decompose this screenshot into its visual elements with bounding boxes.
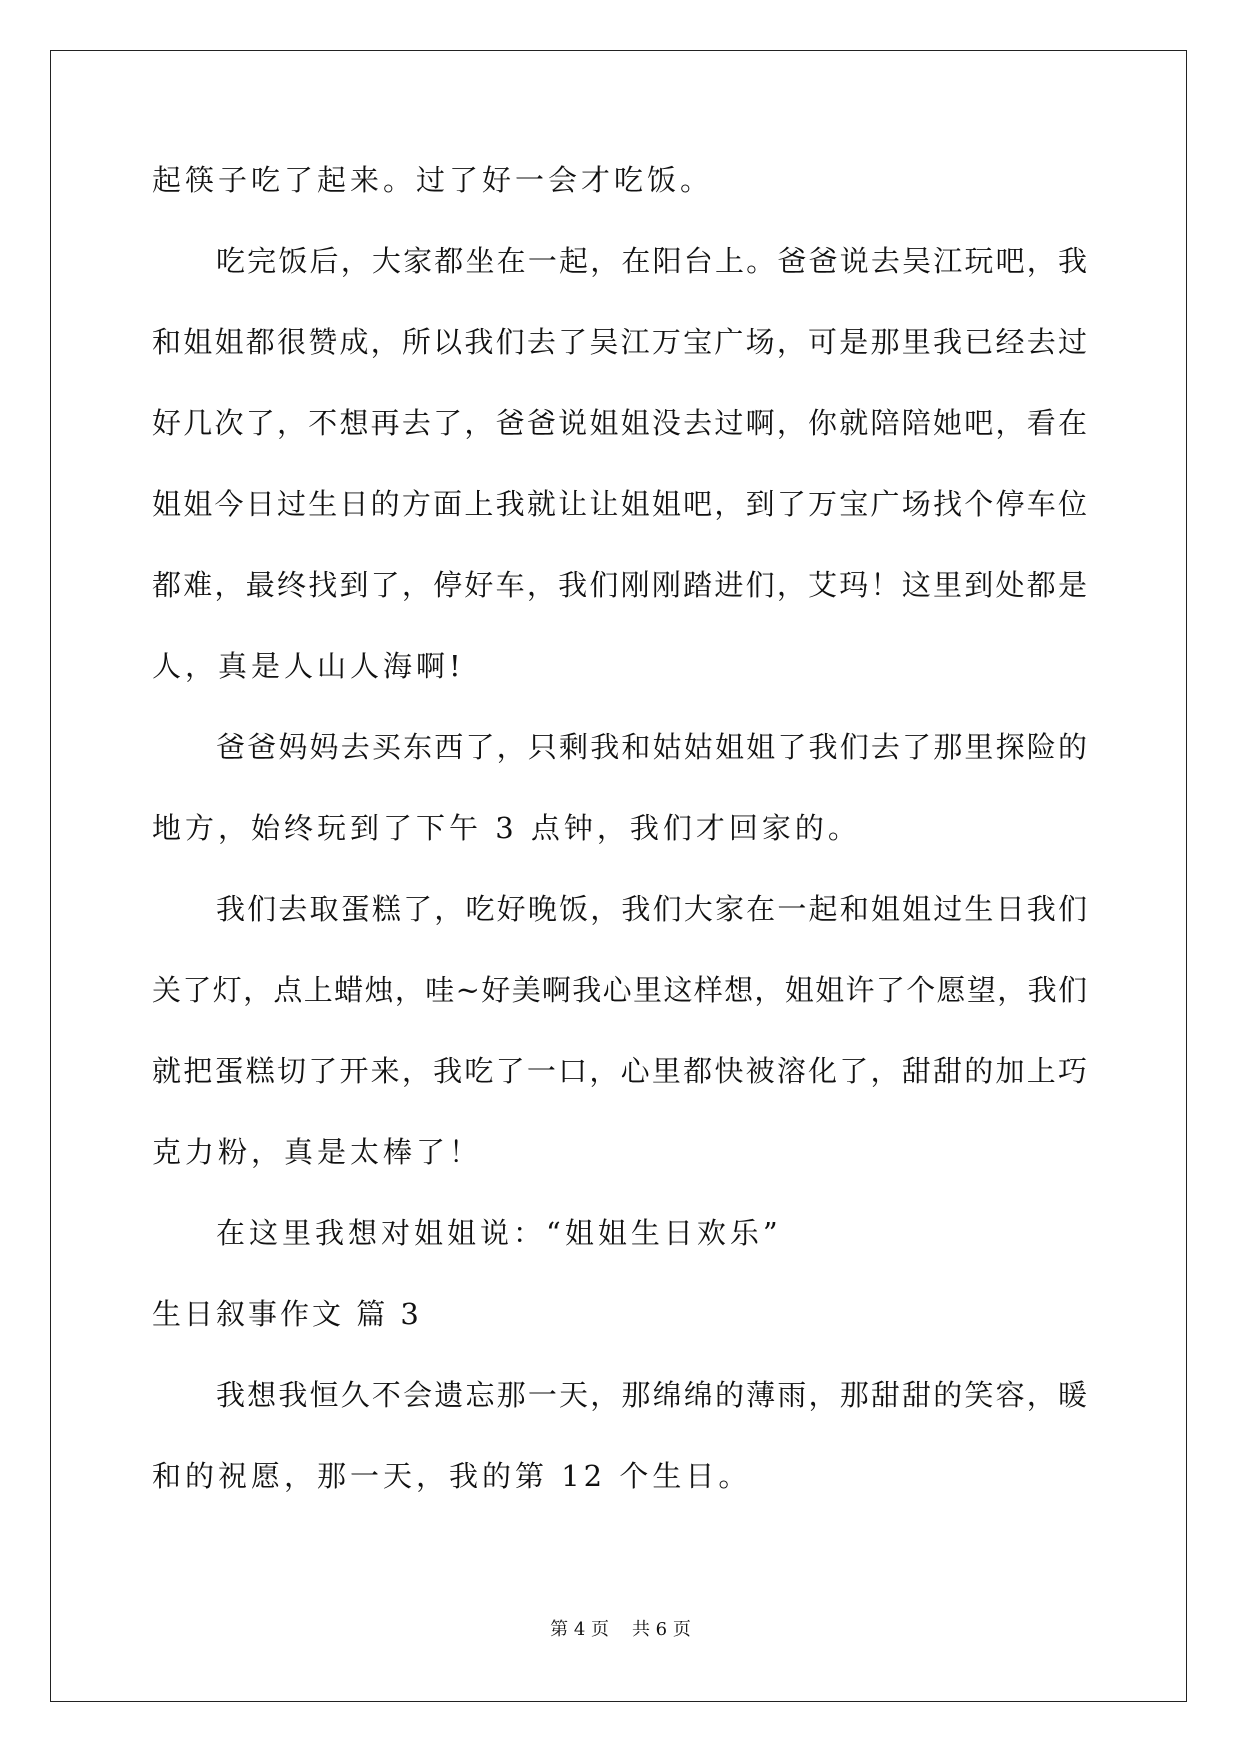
page-number-label: 第 4 页 共 6 页 (550, 1619, 691, 1640)
text-line: 好几次了，不想再去了，爸爸说姐姐没去过啊，你就陪陪她吧，看在 (152, 406, 1087, 440)
text-line: 姐姐今日过生日的方面上我就让让姐姐吧，到了万宝广场找个停车位 (152, 487, 1087, 521)
paragraph-start-line: 我想我恒久不会遗忘那一天，那绵绵的薄雨，那甜甜的笑容，暖 (216, 1378, 1087, 1412)
section-heading: 生日叙事作文 篇 3 (152, 1297, 422, 1331)
text-line: 地方，始终玩到了下午 3 点钟，我们才回家的。 (152, 811, 861, 845)
text-line: 和姐姐都很赞成，所以我们去了吴江万宝广场，可是那里我已经去过 (152, 325, 1087, 359)
text-line: 起筷子吃了起来。过了好一会才吃饭。 (152, 163, 714, 197)
page-footer (0, 1618, 1241, 1642)
paragraph-start-line: 我们去取蛋糕了，吃好晚饭，我们大家在一起和姐姐过生日我们 (216, 892, 1087, 926)
text-line: 都难，最终找到了，停好车，我们刚刚踏进们，艾玛！这里到处都是 (152, 568, 1087, 602)
text-line: 人，真是人山人海啊! (152, 649, 465, 683)
document-body (152, 160, 1087, 1537)
paragraph-start-line: 在这里我想对姐姐说：“姐姐生日欢乐” (216, 1216, 782, 1250)
text-line: 克力粉，真是太棒了！ (152, 1135, 483, 1169)
text-line: 和的祝愿，那一天，我的第 12 个生日。 (152, 1459, 752, 1493)
text-line: 就把蛋糕切了开来，我吃了一口，心里都快被溶化了，甜甜的加上巧 (152, 1054, 1087, 1088)
text-line: 关了灯，点上蜡烛，哇~好美啊我心里这样想，姐姐许了个愿望，我们 (152, 973, 1087, 1007)
paragraph-start-line: 爸爸妈妈去买东西了，只剩我和姑姑姐姐了我们去了那里探险的 (216, 730, 1087, 764)
paragraph-start-line: 吃完饭后，大家都坐在一起，在阳台上。爸爸说去吴江玩吧，我 (216, 244, 1087, 278)
